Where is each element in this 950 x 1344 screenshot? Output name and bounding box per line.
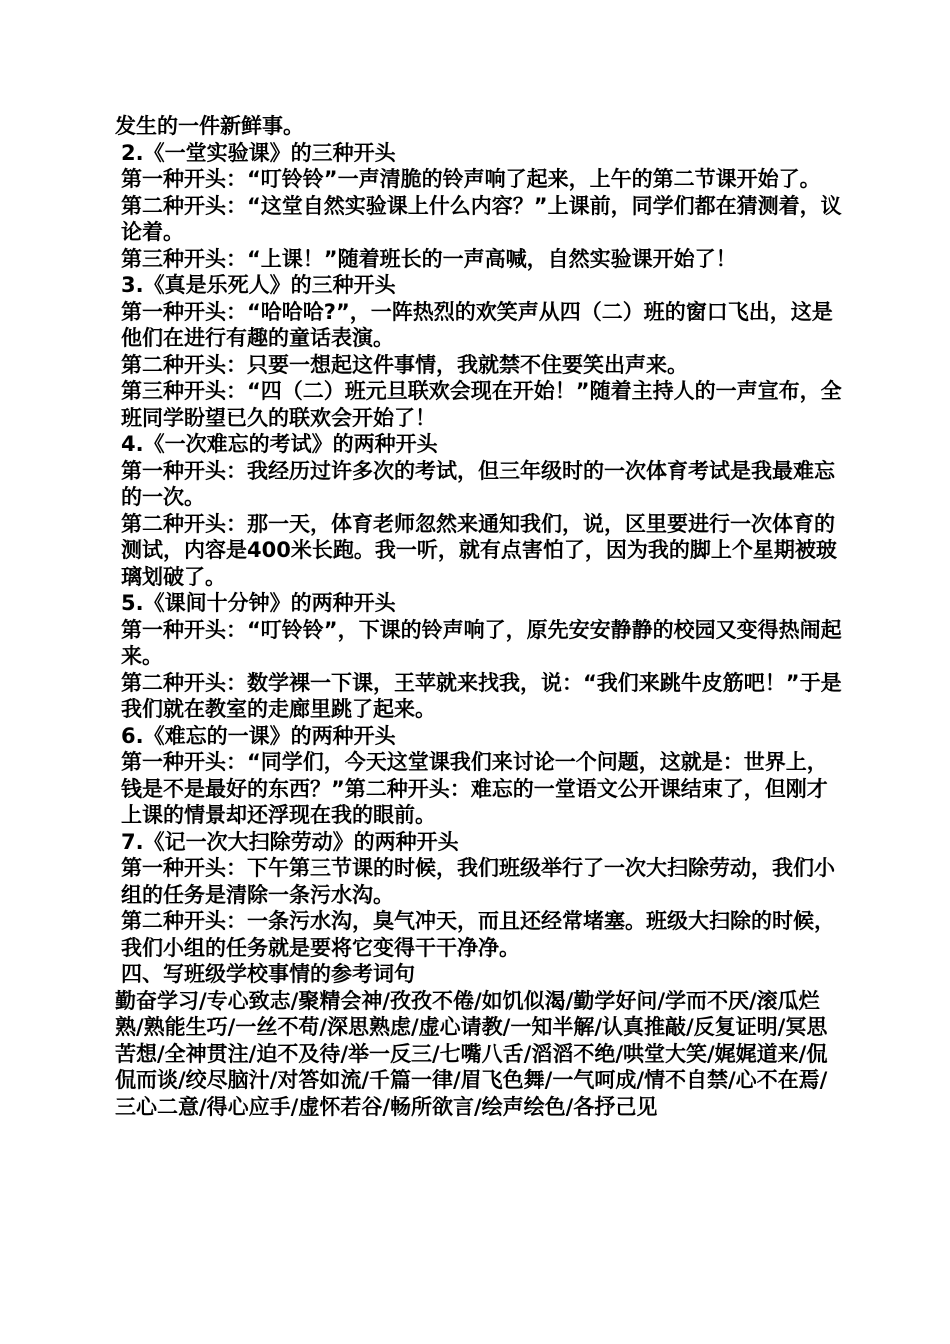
paragraph: 第三种开头：“四（二）班元旦联欢会现在开始！”随着主持人的一声宣布，全班同学盼望已久的联欢会开始了！ xyxy=(121,379,842,430)
section-heading: 四、写班级学校事情的参考词句 xyxy=(121,962,415,986)
paragraph: 第二种开头：一条污水沟，臭气冲天，而且还经常堵塞。班级大扫除的时候，我们小组的任务就是要将它变得干干净净。 xyxy=(121,909,835,960)
section-heading: 7.《记一次大扫除劳动》的两种开头 xyxy=(121,829,459,854)
paragraph: 第一种开头：“哈哈哈?”，一阵热烈的欢笑声从四（二）班的窗口飞出，这是他们在进行有趣的童话表演。 xyxy=(121,299,833,350)
paragraph: 第一种开头：“叮铃铃”，下课的铃声响了，原先安安静静的校园又变得热闹起来。 xyxy=(121,617,842,668)
paragraph: 第一种开头：我经历过许多次的考试，但三年级时的一次体育考试是我最难忘的一次。 xyxy=(121,458,835,509)
section-heading: 4.《一次难忘的考试》的两种开头 xyxy=(121,432,438,456)
paragraph: 第三种开头：“上课！”随着班长的一声高喊，自然实验课开始了！ xyxy=(121,246,737,271)
paragraph: 第二种开头：数学裸一下课，王苹就来找我，说：“我们来跳牛皮筋吧！”于是我们就在教室的走廊里跳了起来。 xyxy=(121,670,842,721)
paragraph: 第二种开头：“这堂自然实验课上什么内容？”上课前，同学们都在猜测着，议论着。 xyxy=(121,193,842,244)
paragraph: 第一种开头：“同学们，今天这堂课我们来讨论一个问题，这就是：世界上，钱是不是最好的东西？”第二种开头：难忘的一堂语文公开课结束了，但刚才上课的情景却还浮现在我的眼前。 xyxy=(121,750,828,827)
section-heading: 2.《一堂实验课》的三种开头 xyxy=(121,140,396,165)
section-heading: 3.《真是乐死人》的三种开头 xyxy=(121,273,396,297)
phrase-list: 勤奋学习/专心致志/聚精会神/孜孜不倦/如饥似渴/勤学好问/学而不厌/滚瓜烂熟/熟能生巧/一丝不苟/深思熟虑/虚心请教/一知半解/认真推敲/反复证明/冥思苦想/全神贯注/迫不及待/举一反三/七嘴八舌/滔滔不绝/哄堂大笑/娓娓道来/侃侃而谈/绞尽脑汁/对答如流/千篇一律/眉飞色舞/一气呵成/情不自禁/心不在焉/三心二意/得心应手/虚怀若谷/畅所欲言/绘声绘色/各抒己见 xyxy=(115,988,828,1119)
paragraph: 第二种开头：只要一想起这件事情，我就禁不住要笑出声来。 xyxy=(121,352,688,377)
section-heading: 5.《课间十分钟》的两种开头 xyxy=(121,591,396,615)
paragraph: 第一种开头：下午第三节课的时候，我们班级举行了一次大扫除劳动，我们小组的任务是清除一条污水沟。 xyxy=(121,856,835,907)
paragraph: 第一种开头：“叮铃铃”一声清脆的铃声响了起来，上午的第二节课开始了。 xyxy=(121,167,821,191)
section-heading: 6.《难忘的一课》的两种开头 xyxy=(121,723,396,748)
document-body xyxy=(115,113,845,1120)
paragraph: 第二种开头：那一天，体育老师忽然来通知我们，说，区里要进行一次体育的测试，内容是400米长跑。我一听，就有点害怕了，因为我的脚上个星期被玻璃划破了。 xyxy=(121,511,837,589)
text-line: 发生的一件新鲜事。 xyxy=(115,114,304,138)
